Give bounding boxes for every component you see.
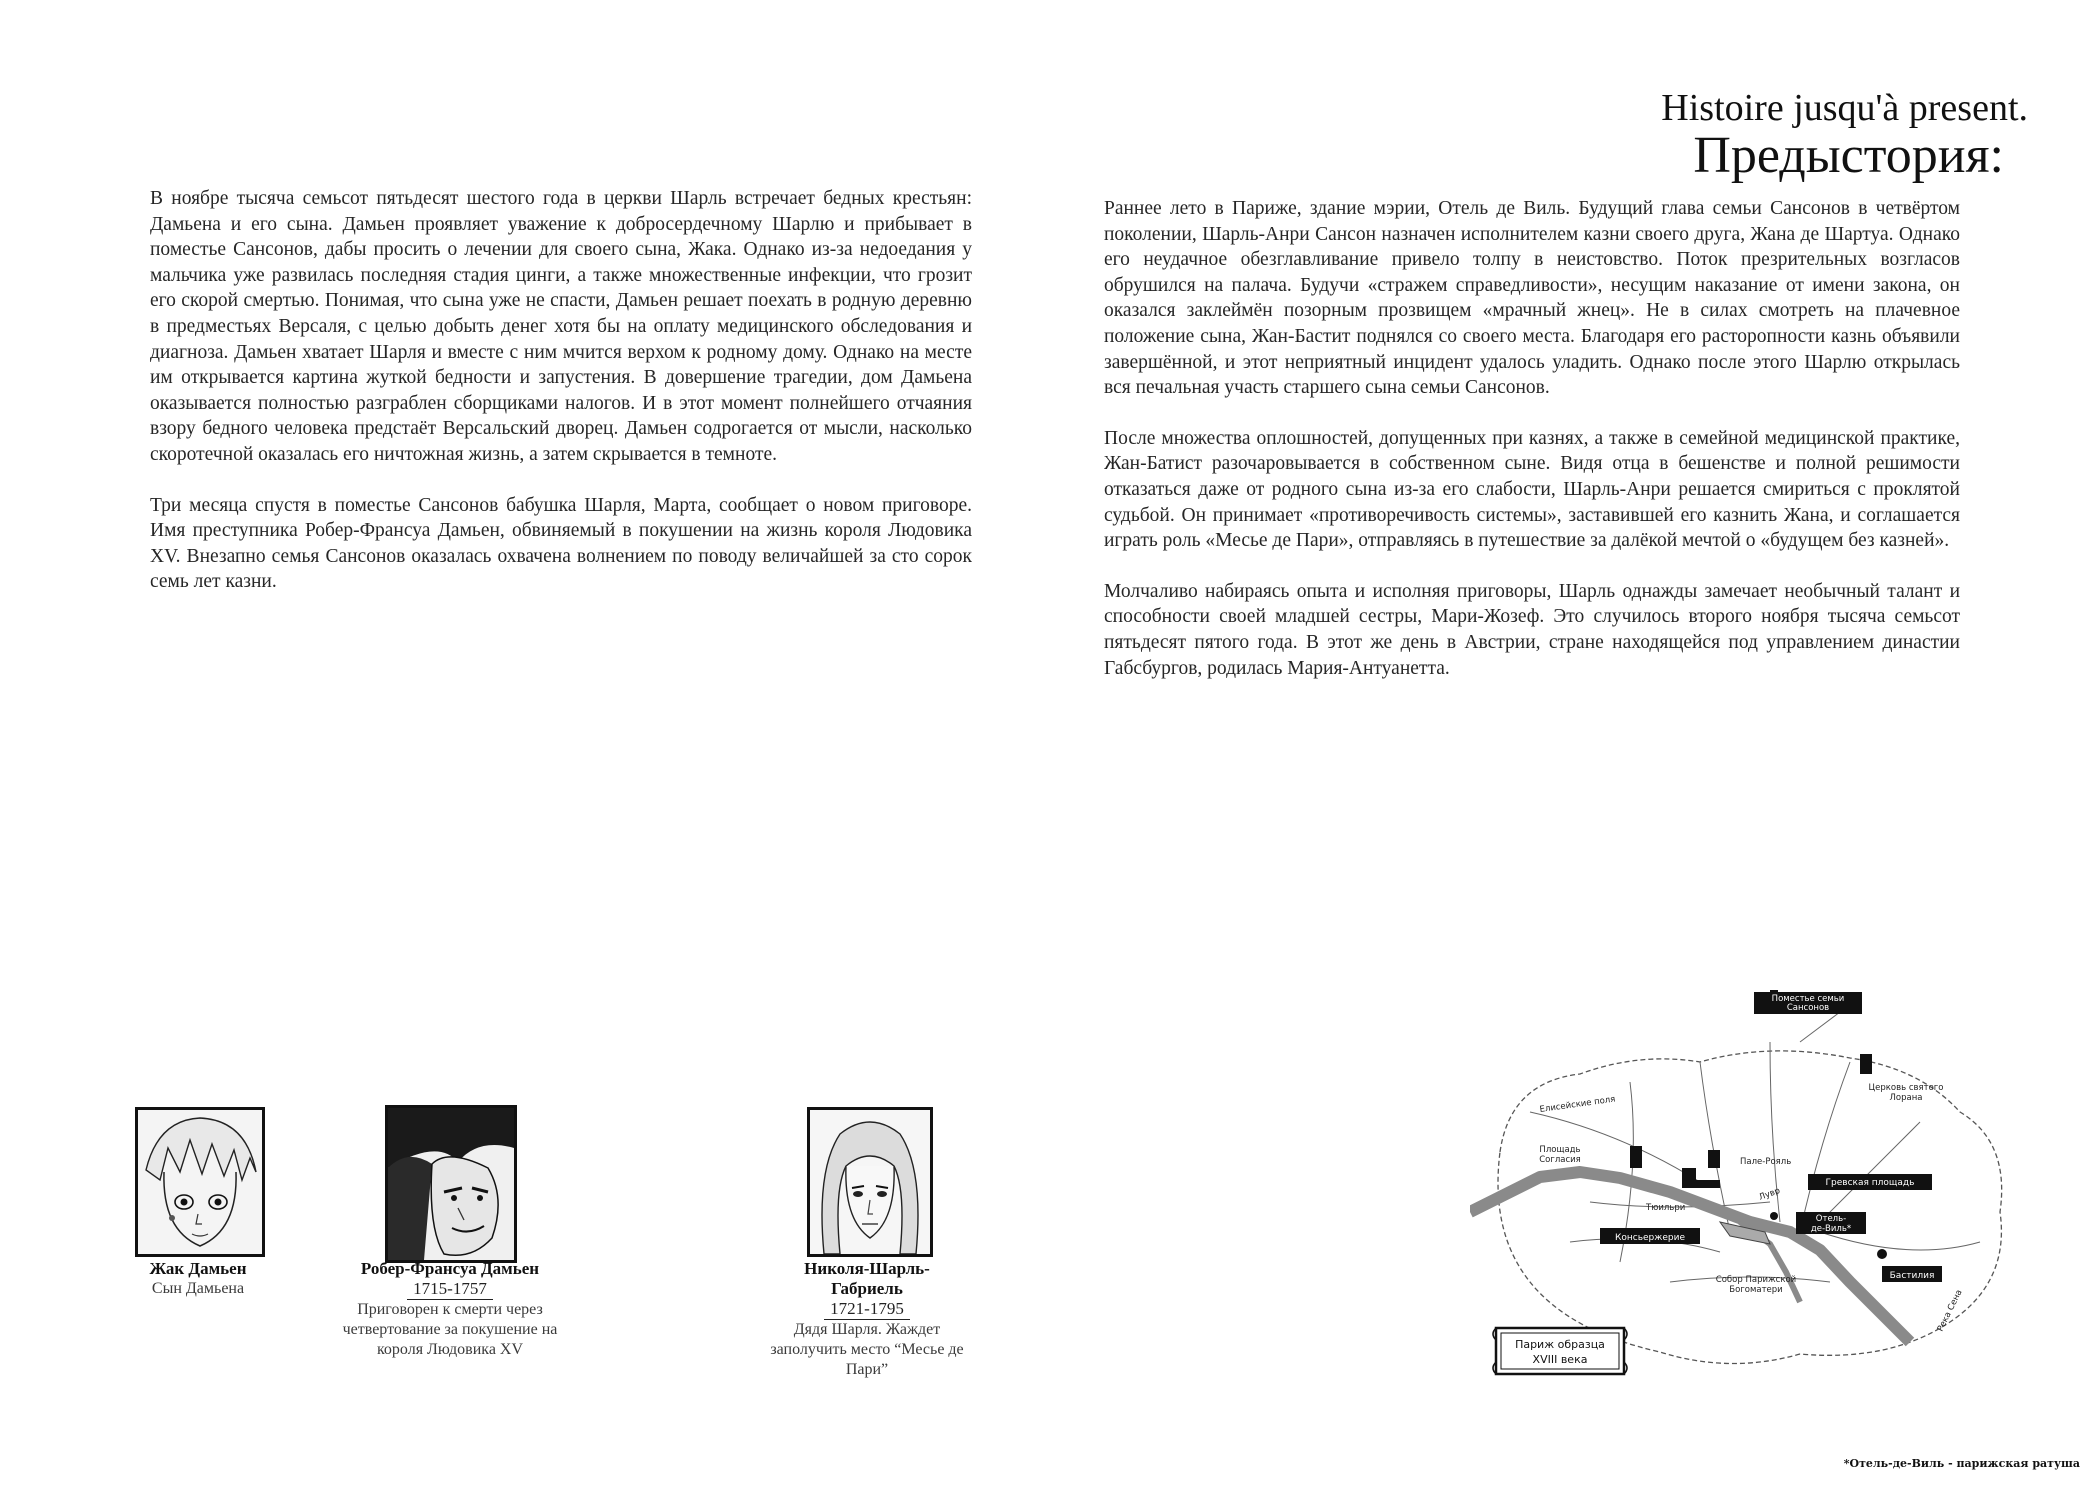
bastille-dot <box>1877 1249 1887 1259</box>
character-years: 1715-1757 <box>407 1279 493 1300</box>
label-seine: Река Сена <box>1935 1288 1965 1334</box>
right-paragraph: После множества оплошностей, допущенных при казнях, а также в семейной медицинской практике, Жан-Батист разочаровывается в собственном сыне. Видя отца в бешенстве и полной решимости отказаться даже от родного сына из-за его слабости, Шарль-Анри решается смириться с проклятой судьбой. Он принимает «противоречивость системы», заставившей его казнить Жана, и соглашается играть роль «Месье де Пари», отправляясь в путешествие за далёкой мечтой о «будущем без казней». <box>1104 427 1960 552</box>
character-name: Робер-Франсуа Дамьен <box>360 1259 540 1278</box>
portrait-jacques <box>135 1107 265 1257</box>
label-hotel-de-ville: де-Виль* <box>1810 1224 1852 1234</box>
man-portrait-icon <box>388 1108 514 1260</box>
label-tuileries: Тюильри <box>1646 1203 1686 1213</box>
caption-nicolas-charles-gabriel <box>770 1259 964 1380</box>
label-louvre: Лувр <box>1757 1185 1782 1203</box>
label-elysian-fields: Елисейские поля <box>1539 1094 1617 1115</box>
label-notre-dame: Богоматери <box>1729 1285 1783 1295</box>
cartouche-line-1: Париж образца <box>1515 1338 1605 1351</box>
caption-robert-francois <box>330 1259 570 1360</box>
title-french: Histoire jusqu'à present. <box>1661 87 2028 129</box>
portrait-nicolas-charles-gabriel <box>807 1107 933 1257</box>
character-name: Жак Дамьен <box>149 1259 247 1278</box>
right-paragraph: Раннее лето в Париже, здание мэрии, Отель де Виль. Будущий глава семьи Сансонов в четвёртом поколении, Шарль-Анри Сансон назначен исполнителем казни своего друга, Жана де Шартуа. Однако его неудачное обезглавливание привело толпу в неистовство. Поток презрительных возгласов обрушился на палача. Будучи «стражем справедливости», несущим наказание от имени закона, он оказался заклеймён позорным прозвищем «мрачный жнец». Не в силах смотреть на плачевное положение сына, Жан-Бастит поднялся со своего места. Благодаря его расторопности казнь объявили завершённой, и этот неприятный инцидент удалось уладить. Однако после этого Шарлю открылась вся печальная участь старшего сына семьи Сансонов. <box>1104 198 1960 399</box>
character-description: Сын Дамьена <box>151 1280 245 1297</box>
palais-royal-marker <box>1708 1150 1720 1168</box>
title-russian: Предыстория: <box>1693 127 2004 184</box>
label-notre-dame: Собор Парижской <box>1715 1275 1797 1285</box>
label-hotel-de-ville: Отель- <box>1815 1214 1847 1224</box>
left-paragraph: В ноябре тысяча семьсот пятьдесят шестого года в церкви Шарль встречает бедных крестьян: Дамьена и его сына. Дамьен проявляет уважение к добросердечному Шарлю и прибывает в поместье Сансонов, дабы просить о лечении для своего сына, Жака. Однако из-за недоедания у мальчика уже развилась последняя стадия цинги, а также множественные инфекции, что грозит его скорой смертью. Понимая, что сына уже не спасти, Дамьен решает поехать в родную деревню в предместьях Версаля, с целью добыть денег хотя бы на оплату медицинского обследования и диагноза. Дамьен хватает Шарля и вместе с ним мчится верхом к родному дому. Однако на месте им открывается картина жуткой бедности и запустения. В довершение трагедии, дом Дамьена оказывается полностью разграблен сборщиками налогов. И в этот момент полнейшего отчаяния взору бедного человека предстаёт Версальский дворец. Дамьен содрогается от мысли, насколько скоротечной оказалась его ничтожная жизнь, а затем скрывается в темноте. <box>150 188 972 465</box>
left-text-column <box>150 186 972 620</box>
label-st-laurent: Церковь святого <box>1868 1083 1944 1093</box>
footnote: *Отель-де-Виль - парижская ратуша <box>1843 1457 2080 1470</box>
tuileries-louvre-marker <box>1682 1168 1720 1188</box>
caption-jacques <box>110 1259 286 1299</box>
label-sanson-estate: Поместье семьи <box>1771 994 1845 1004</box>
concorde-marker <box>1630 1146 1642 1168</box>
cartouche-line-2: XVIII века <box>1532 1353 1588 1366</box>
character-years: 1721-1795 <box>824 1299 910 1320</box>
label-concorde: Площадь <box>1539 1145 1581 1155</box>
character-name: Николя-Шарль-Габриель <box>804 1259 930 1298</box>
label-bastille: Бастилия <box>1889 1271 1935 1281</box>
boy-portrait-icon <box>138 1110 262 1254</box>
map-cartouche <box>1493 1328 1627 1374</box>
st-laurent-marker <box>1860 1054 1872 1074</box>
character-description: Дядя Шарля. Жаждет заполучить место “Месье де Пари” <box>770 1321 964 1378</box>
label-sanson-estate: Сансонов <box>1786 1003 1830 1013</box>
label-palais-royal: Пале-Рояль <box>1740 1157 1792 1167</box>
right-paragraph: Молчаливо набираясь опыта и исполняя приговоры, Шарль однажды замечает необычный талант и способности своей младшей сестры, Мари-Жозеф. Это случилось второго ноября тысяча семьсот пятьдесят пятого года. В этот же день в Австрии, стране находящейся под управлением династии Габсбургов, родилась Мария-Антуанетта. <box>1104 580 1960 679</box>
city-wall-outline <box>1498 1051 2002 1364</box>
label-conciergerie: Консьержерие <box>1614 1233 1686 1243</box>
label-st-laurent: Лорана <box>1889 1093 1923 1103</box>
character-description: Приговорен к смерти через четвертование за покушение на короля Людовика XV <box>342 1301 558 1358</box>
label-concorde: Согласия <box>1539 1155 1581 1165</box>
hotel-de-ville-dot <box>1770 1212 1778 1220</box>
paris-map <box>1470 982 2030 1392</box>
left-paragraph: Три месяца спустя в поместье Сансонов бабушка Шарля, Марта, сообщает о новом приговоре. Имя преступника Робер-Франсуа Дамьен, обвиняемый в покушении на жизнь короля Людовика XV. Внезапно семья Сансонов оказалась охвачена волнением по поводу величайшей за сто сорок семь лет казни. <box>150 494 972 593</box>
right-text-column <box>1104 196 1960 706</box>
long-hair-man-portrait-icon <box>810 1110 930 1254</box>
portrait-robert-francois <box>385 1105 517 1263</box>
label-greve-square: Гревская площадь <box>1825 1178 1915 1188</box>
